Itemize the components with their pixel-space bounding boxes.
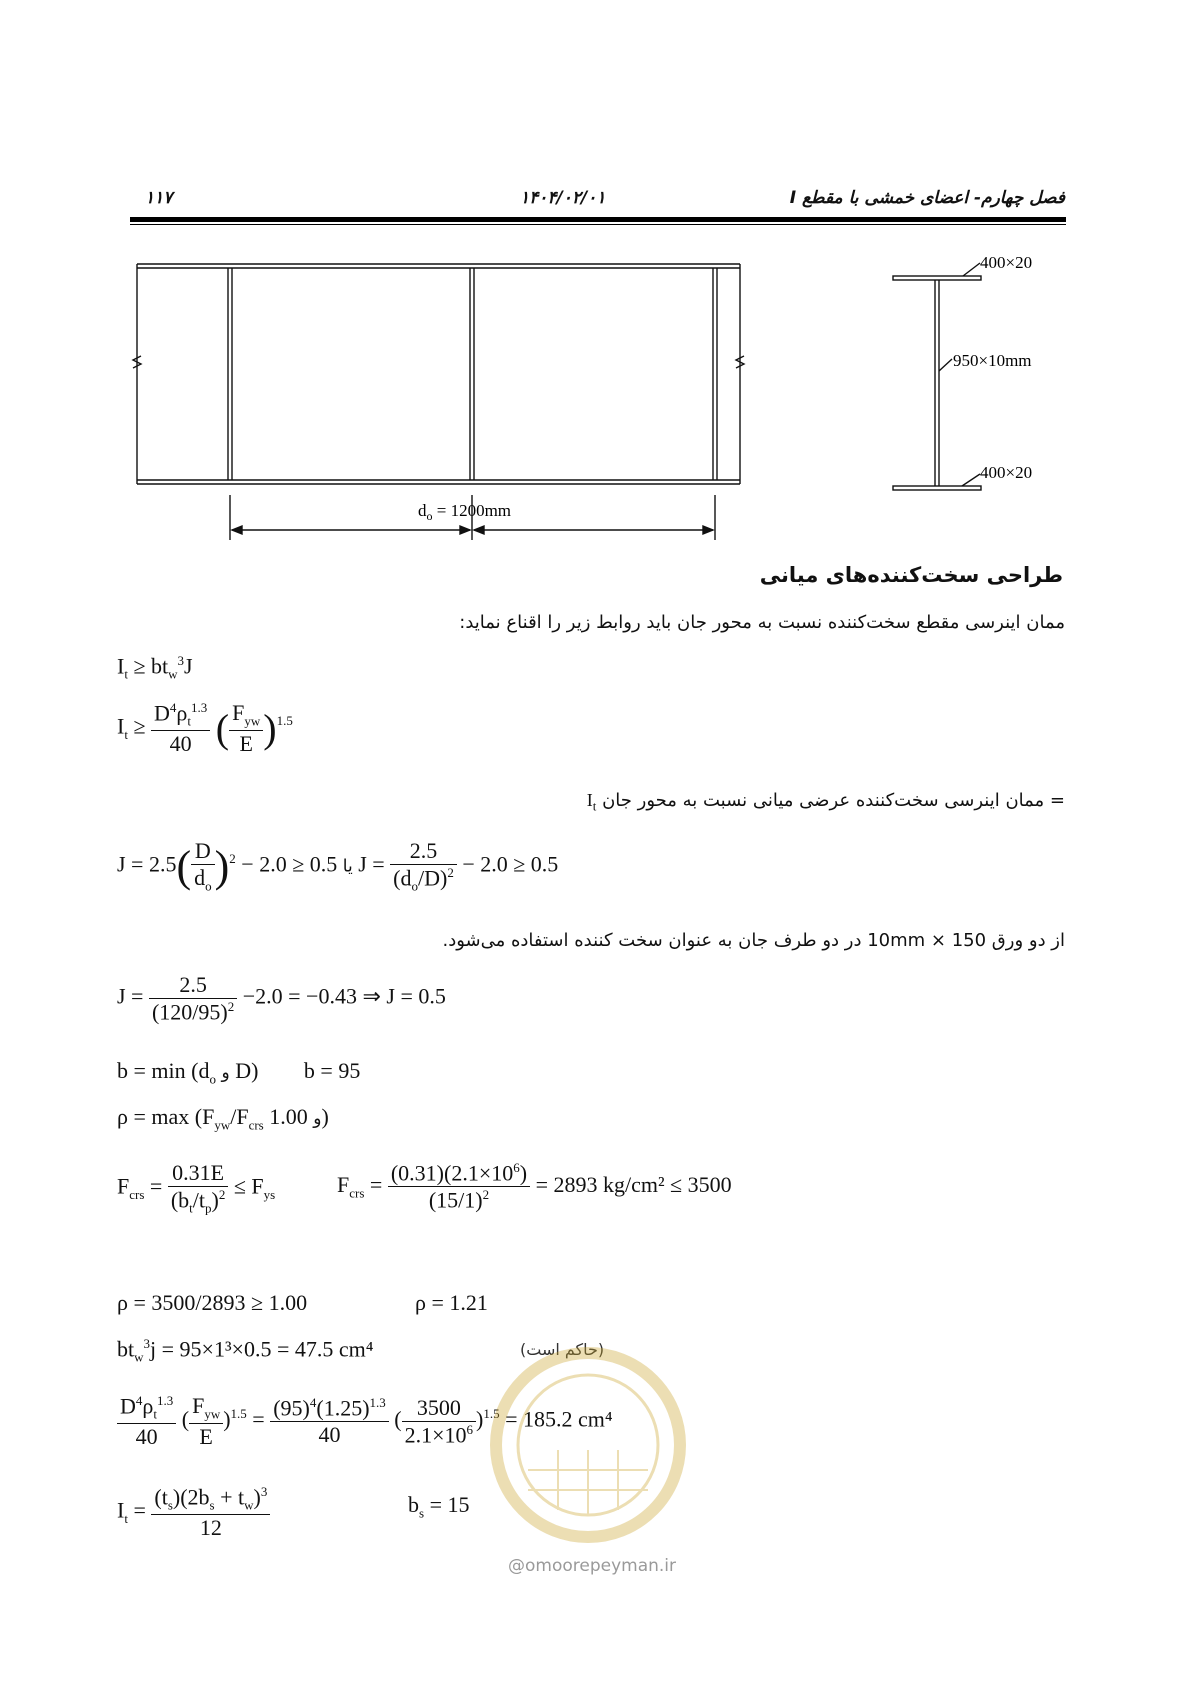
section-title: طراحی سخت‌کننده‌های میانی bbox=[759, 563, 1063, 587]
eq-j-calc: J = $\frac{2.5}{(120/95)^2}$ −2.0 = −0.43 ⇒ J = 0.5 bbox=[117, 972, 446, 1025]
eq-it-final: $I_t$ = $\frac{(t_s)(2b_s + t_w)^3}{12}$ bbox=[117, 1484, 270, 1541]
intro-text: ممان اینرسی مقطع سخت‌کننده نسبت به محور جان باید روابط زیر را اقناع نماید: bbox=[459, 612, 1065, 633]
eq-b: $b = \min (d_o$ و D) b = 95 bbox=[117, 1058, 361, 1087]
eq-rho: $\rho = \max (F_{yw}/F_{crs}$ و 1.00) bbox=[117, 1104, 329, 1133]
girder-figure bbox=[0, 230, 1191, 540]
eq-ineq-calc: $\frac{D^4\rho_t^{1.3}}{40}$ ( $\frac{F_{yw}}{E}$ )$^{1.5}$ = $\frac{(95)^4(1.25)^{1.3}}{40}$ ( $\frac{3500}{2.1\times 10^6}$ )$^{1.5}$ = 185.2 cm⁴ bbox=[117, 1393, 613, 1450]
chapter-title: فصل چهارم- اعضای خمشی با مقطع I bbox=[789, 188, 1065, 208]
header-rule bbox=[130, 217, 1066, 222]
eq-rho-calc: ρ = 3500/2893 ≥ 1.00 bbox=[117, 1290, 308, 1315]
eq-it-bt3j: $I_t \ge bt_w^3J$ bbox=[117, 653, 193, 682]
spacing-label: $d_o = 1200mm$ bbox=[418, 501, 512, 523]
eq-j: J = 2.5( $\frac{D}{d_o}$ )$^2$ − 2.0 ≥ 0.5 یا J = $\frac{2.5}{(d_o/D)^2}$ − 2.0 ≥ 0.5 bbox=[117, 838, 559, 894]
eq-btj: $bt_w^3j = 95\times 1^3\times 0.5 = 47.5$ cm⁴ bbox=[117, 1336, 374, 1365]
eq-bs: $b_s = 15$ bbox=[408, 1492, 470, 1521]
it-definition: = ممان اینرسی سخت‌کننده عرضی میانی نسبت به محور جان $I_t$ bbox=[586, 790, 1065, 814]
eq-rho-val: ρ = 1.21 bbox=[415, 1290, 488, 1315]
header-rule-thin bbox=[130, 224, 1066, 225]
eq-fcrs: $F_{crs}$ = $\frac{0.31E}{(b_t/t_p)^2}$ ≤ $F_{ys}$ bbox=[117, 1160, 276, 1216]
watermark-url: @omoorepeyman.ir bbox=[508, 1556, 677, 1576]
flange-top-label: 400×20 bbox=[980, 253, 1033, 272]
web-label: 950×10mm bbox=[953, 351, 1032, 370]
flange-bottom-label: 400×20 bbox=[980, 463, 1033, 482]
plates-text: از دو ورق 10mm × 150 در دو طرف جان به عنوان سخت کننده استفاده می‌شود. bbox=[442, 930, 1065, 951]
watermark-logo bbox=[488, 1340, 688, 1550]
page-number: ۱۱۷ bbox=[145, 188, 173, 208]
eq-it-d4: $I_t$ ≥ $\frac{D^4\rho_t^{1.3}}{40}$ ( $\frac{F_{yw}}{E}$ )$^{1.5}$ bbox=[117, 700, 293, 756]
header-date: ۱۴۰۴/۰۲/۰۱ bbox=[520, 188, 606, 208]
governs-note: (حاکم است) bbox=[520, 1340, 605, 1359]
eq-fcrs-calc: $F_{crs}$ = $\frac{(0.31)(2.1\times 10^6)}{(15/1)^2}$ = 2893 kg/cm² ≤ 3500 bbox=[337, 1160, 732, 1213]
